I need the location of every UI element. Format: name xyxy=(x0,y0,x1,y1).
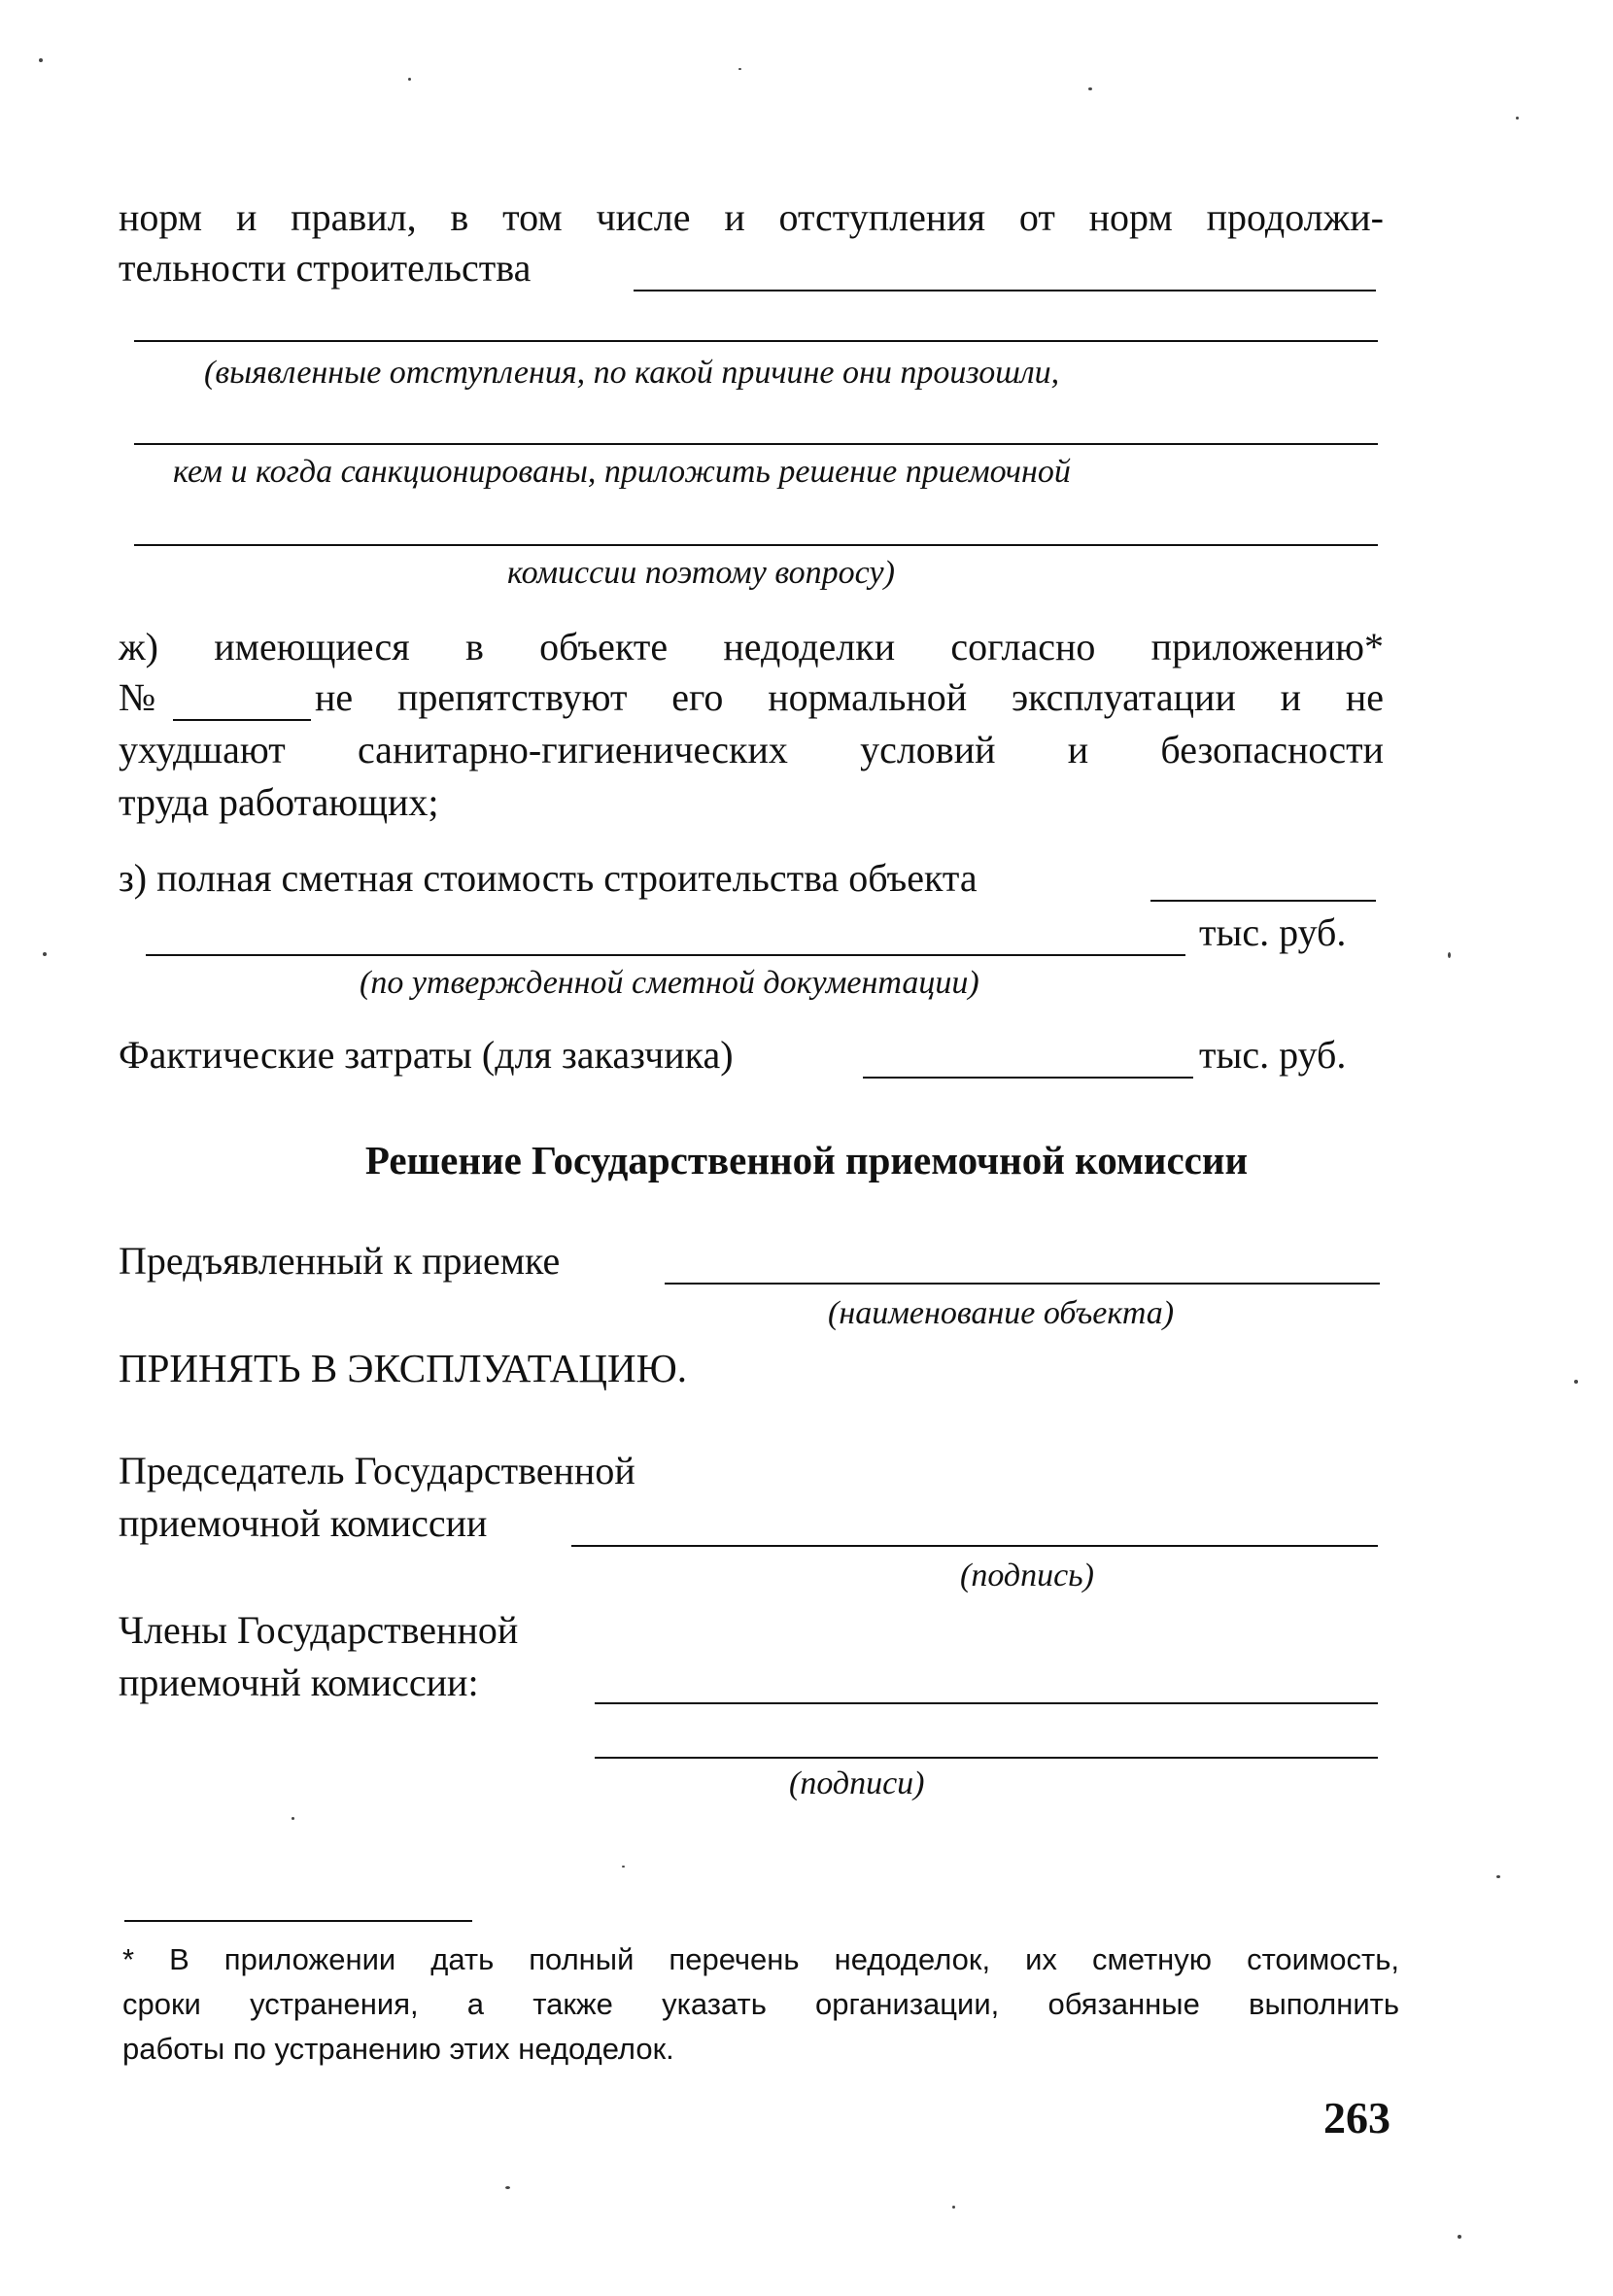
fill-in-line xyxy=(134,340,1378,342)
field-caption: (выявленные отступления, по какой причине они произошли, xyxy=(204,355,1060,391)
field-caption: (подпись) xyxy=(960,1558,1094,1593)
field-caption: (подписи) xyxy=(789,1765,925,1801)
field-caption: кем и когда санкционированы, приложить решение приемочной xyxy=(173,454,1071,490)
page-number: 263 xyxy=(1323,2093,1390,2142)
paragraph-line: приемочнй комиссии: xyxy=(119,1661,479,1704)
signature-line xyxy=(595,1757,1378,1759)
section-heading: Решение Государственной приемочной комиссии xyxy=(364,1138,1249,1182)
fill-in-line xyxy=(146,954,1185,956)
field-caption: (наименование объекта) xyxy=(828,1295,1175,1331)
field-caption: комиссии поэтому вопросу) xyxy=(507,555,895,591)
field-caption: (по утвержденной сметной документации) xyxy=(360,965,979,1001)
paragraph-line: Предъявленный к приемке xyxy=(119,1239,561,1283)
fill-in-line xyxy=(134,443,1378,445)
footnote-separator xyxy=(124,1920,472,1922)
fill-in-line xyxy=(665,1283,1380,1285)
paragraph-line: ухудшают санитарно-гигиенических условий и безопасности xyxy=(119,728,1384,771)
paragraph-line: не препятствуют его нормальной эксплуатации и не xyxy=(315,675,1384,719)
paragraph-line: ж) имеющиеся в объекте недоделки согласно приложению* xyxy=(119,625,1384,668)
footnote-line: работы по устранению этих недоделок. xyxy=(122,2032,674,2066)
fill-in-line xyxy=(134,544,1378,546)
unit-label: тыс. руб. xyxy=(1199,910,1347,954)
paragraph-line: Фактические затраты (для заказчика) xyxy=(119,1033,734,1077)
unit-label: тыс. руб. xyxy=(1199,1033,1347,1077)
fill-in-line xyxy=(173,719,311,721)
paragraph-line: труда работающих; xyxy=(119,780,439,824)
fill-in-line xyxy=(1150,900,1376,902)
accept-statement: ПРИНЯТЬ В ЭКСПЛУАТАЦИЮ. xyxy=(119,1346,687,1390)
signature-line xyxy=(571,1545,1378,1547)
paragraph-line: Члены Государственной xyxy=(119,1608,519,1652)
fill-in-line xyxy=(863,1077,1193,1079)
paragraph-line: тельности строительства xyxy=(119,246,532,290)
footnote-line: сроки устранения, а также указать организации, обязанные выполнить xyxy=(122,1987,1399,2021)
paragraph-line: норм и правил, в том числе и отступления от норм продолжи- xyxy=(119,195,1384,239)
paragraph-line: приемочной комиссии xyxy=(119,1501,488,1545)
footnote-line: * В приложении дать полный перечень недоделок, их сметную стоимость, xyxy=(122,1942,1399,1976)
signature-line xyxy=(595,1702,1378,1704)
number-sign: № xyxy=(119,675,156,719)
paragraph-line: Председатель Государственной xyxy=(119,1449,635,1492)
fill-in-line xyxy=(634,290,1376,291)
paragraph-line: з) полная сметная стоимость строительства объекта xyxy=(119,856,978,900)
